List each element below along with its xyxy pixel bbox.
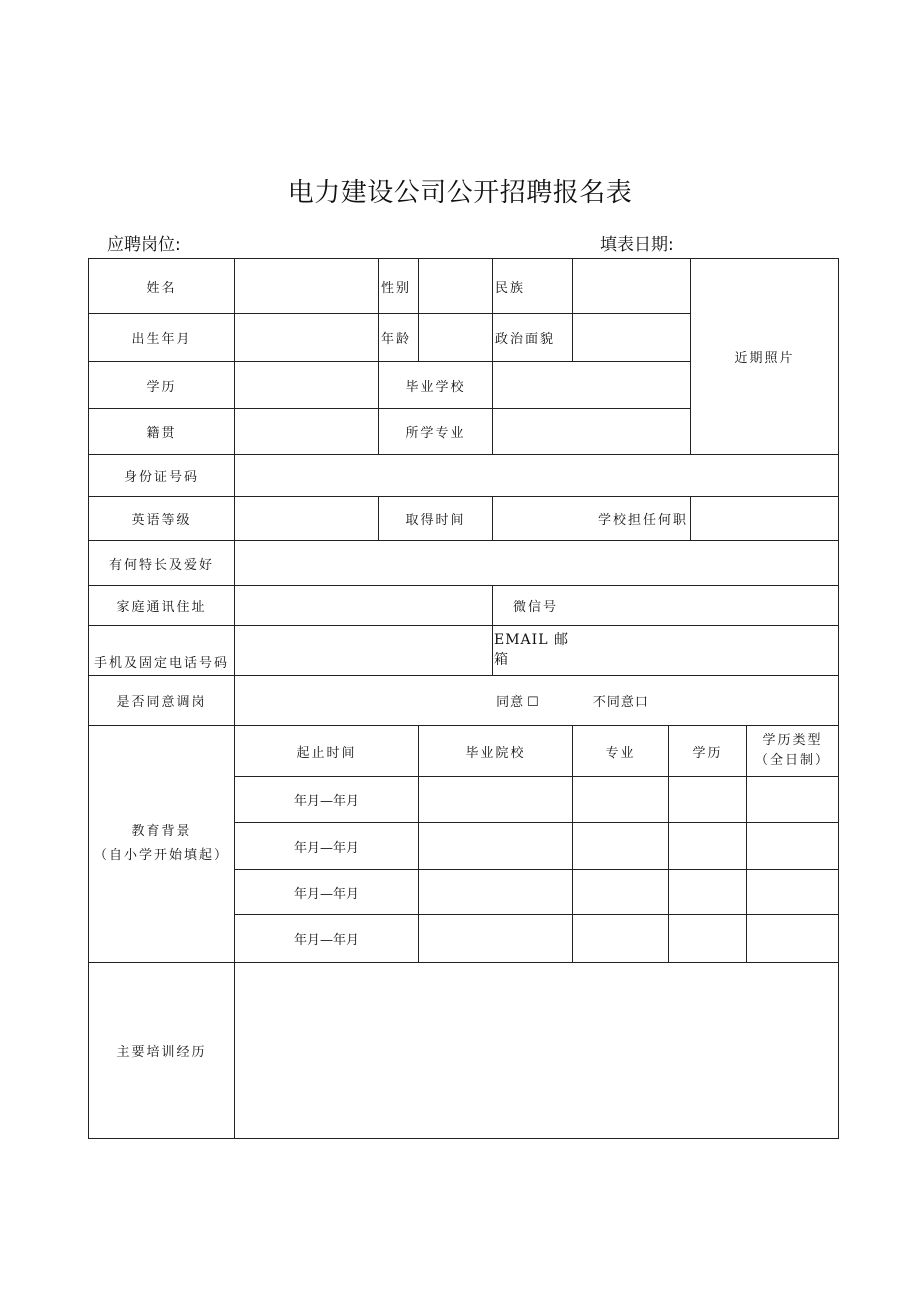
input-skills[interactable] bbox=[235, 541, 839, 586]
degree-cell-2[interactable] bbox=[669, 823, 747, 870]
period-row-4: 年月—年月 bbox=[235, 915, 419, 963]
input-hometown[interactable] bbox=[235, 409, 379, 455]
col-type-line2: （全日制） bbox=[755, 753, 831, 768]
school-cell-4[interactable] bbox=[419, 915, 573, 963]
school-cell-2[interactable] bbox=[419, 823, 573, 870]
input-gender[interactable] bbox=[419, 259, 493, 314]
school-cell-3[interactable] bbox=[419, 870, 573, 915]
label-wechat: 微信号 bbox=[493, 586, 839, 626]
col-school: 毕业院校 bbox=[419, 726, 573, 777]
label-grad-school: 毕业学校 bbox=[379, 362, 493, 409]
input-phone[interactable] bbox=[235, 626, 493, 676]
type-cell-2[interactable] bbox=[747, 823, 839, 870]
period-row-2: 年月—年月 bbox=[235, 823, 419, 870]
label-hometown: 籍贯 bbox=[89, 409, 235, 455]
label-gender: 性别 bbox=[379, 259, 419, 314]
label-edu-bg bbox=[89, 726, 235, 963]
agree-option[interactable]: 同意 bbox=[496, 695, 525, 710]
transfer-options bbox=[235, 676, 839, 726]
label-id-number: 身份证号码 bbox=[89, 455, 235, 497]
label-birth: 出生年月 bbox=[89, 314, 235, 362]
period-row-3: 年月—年月 bbox=[235, 870, 419, 915]
label-age: 年龄 bbox=[379, 314, 419, 362]
input-name[interactable] bbox=[235, 259, 379, 314]
degree-cell-1[interactable] bbox=[669, 777, 747, 823]
degree-cell-4[interactable] bbox=[669, 915, 747, 963]
major-cell-2[interactable] bbox=[573, 823, 669, 870]
label-ethnicity: 民族 bbox=[493, 259, 573, 314]
input-id-number[interactable] bbox=[235, 455, 839, 497]
label-transfer: 是否同意调岗 bbox=[89, 676, 235, 726]
label-english: 英语等级 bbox=[89, 497, 235, 541]
label-name: 姓名 bbox=[89, 259, 235, 314]
input-grad-school[interactable] bbox=[493, 362, 691, 409]
degree-cell-3[interactable] bbox=[669, 870, 747, 915]
input-political[interactable] bbox=[573, 314, 691, 362]
application-form bbox=[88, 258, 839, 1139]
input-school-role[interactable] bbox=[691, 497, 839, 541]
type-cell-4[interactable] bbox=[747, 915, 839, 963]
date-label: 填表日期: bbox=[600, 235, 674, 255]
col-period: 起止时间 bbox=[235, 726, 419, 777]
period-row-1: 年月—年月 bbox=[235, 777, 419, 823]
label-political: 政治面貌 bbox=[493, 314, 573, 362]
label-edu-bg-line1: 教育背景 bbox=[131, 824, 192, 839]
major-cell-4[interactable] bbox=[573, 915, 669, 963]
input-training[interactable] bbox=[235, 963, 839, 1139]
input-education[interactable] bbox=[235, 362, 379, 409]
label-major: 所学专业 bbox=[379, 409, 493, 455]
position-label: 应聘岗位: bbox=[107, 235, 181, 255]
label-email bbox=[493, 626, 839, 676]
school-cell-1[interactable] bbox=[419, 777, 573, 823]
label-email-line1: EMAIL 邮 bbox=[494, 632, 569, 648]
input-ethnicity[interactable] bbox=[573, 259, 691, 314]
col-type-line1: 学历类型 bbox=[762, 733, 823, 748]
label-edu-bg-line2: （自小学开始填起） bbox=[93, 848, 229, 863]
col-degree: 学历 bbox=[669, 726, 747, 777]
disagree-option[interactable]: 不同意口 bbox=[592, 695, 649, 710]
label-address: 家庭通讯住址 bbox=[89, 586, 235, 626]
input-age[interactable] bbox=[419, 314, 493, 362]
input-english[interactable] bbox=[235, 497, 379, 541]
type-cell-3[interactable] bbox=[747, 870, 839, 915]
label-training: 主要培训经历 bbox=[89, 963, 235, 1139]
form-title: 电力建设公司公开招聘报名表 bbox=[287, 178, 633, 208]
photo-box[interactable]: 近期照片 bbox=[691, 259, 839, 455]
label-education: 学历 bbox=[89, 362, 235, 409]
major-cell-3[interactable] bbox=[573, 870, 669, 915]
input-birth[interactable] bbox=[235, 314, 379, 362]
type-cell-1[interactable] bbox=[747, 777, 839, 823]
col-type bbox=[747, 726, 839, 777]
major-cell-1[interactable] bbox=[573, 777, 669, 823]
label-obtain-time: 取得时间 bbox=[379, 497, 493, 541]
agree-checkbox[interactable]: ☐ bbox=[527, 695, 539, 710]
label-phone: 手机及固定电话号码 bbox=[89, 626, 235, 676]
label-school-role: 学校担任何职 bbox=[493, 497, 691, 541]
col-major: 专业 bbox=[573, 726, 669, 777]
input-address[interactable] bbox=[235, 586, 493, 626]
input-major[interactable] bbox=[493, 409, 691, 455]
label-email-line2: 箱 bbox=[494, 652, 509, 668]
label-skills: 有何特长及爱好 bbox=[89, 541, 235, 586]
